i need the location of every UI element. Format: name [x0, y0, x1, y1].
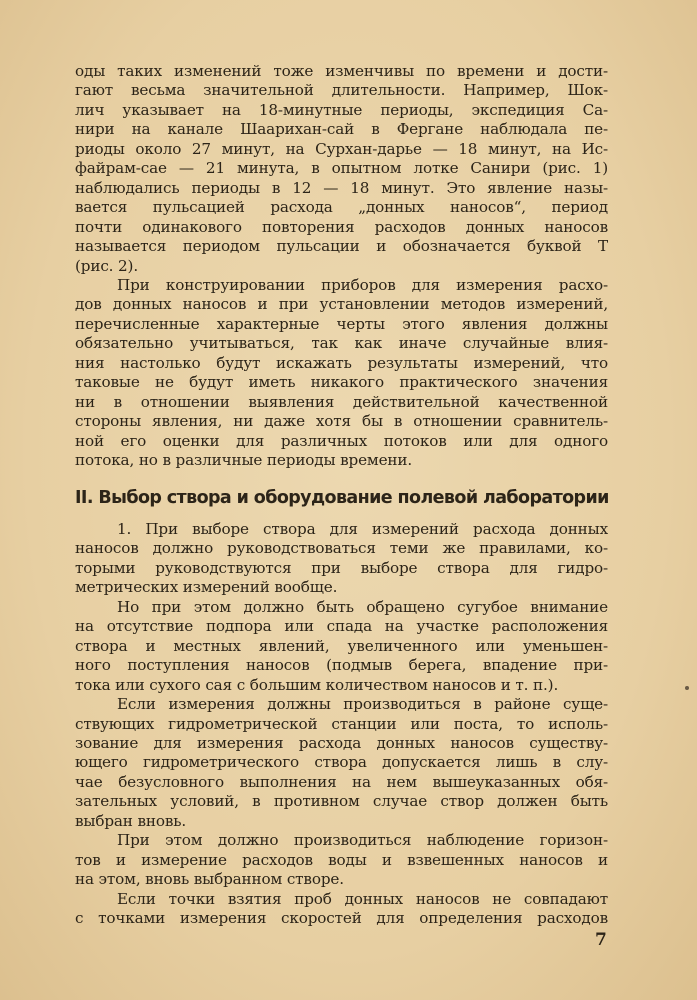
- text-line: наносов должно руководствоваться теми же правилами, ко-: [75, 539, 608, 558]
- text-line: ствующих гидрометрической станции или поста, то исполь-: [75, 714, 608, 733]
- text-line: метрических измерений вообще.: [75, 578, 338, 597]
- paragraph-sampling-points: [75, 890, 608, 929]
- text-line: зательных условий, в противном случае створ должен быть: [75, 792, 608, 811]
- text-line: зование для измерения расхода донных наносов существу-: [75, 733, 608, 752]
- paragraph-existing-station: [75, 695, 608, 831]
- text-line: таковые не будут иметь никакого практического значения: [75, 373, 608, 392]
- text-line: тока или сухого сая с большим количеством наносов и т. п.).: [75, 675, 559, 694]
- text-line: на отсутствие подпора или спада на участке расположения: [75, 617, 608, 636]
- text-column-top: [75, 62, 608, 471]
- text-line: обязательно учитываться, так как иначе случайные влия-: [75, 334, 608, 353]
- page-number: 7: [595, 930, 607, 950]
- text-line: ни в отношении выявления действительной качественной: [75, 392, 608, 411]
- text-line: Если измерения должны производиться в районе суще-: [117, 695, 608, 714]
- text-line: дов донных наносов и при установлении методов измерений,: [75, 295, 608, 314]
- text-line: с точками измерения скоростей для определения расходов: [75, 909, 608, 928]
- text-line: выбран вновь.: [75, 811, 187, 830]
- text-line: нири на канале Шаарихан-сай в Фергане наблюдала пе-: [75, 120, 608, 139]
- text-line: почти одинакового повторения расходов донных наносов: [75, 217, 608, 236]
- text-line: ного поступления наносов (подмыв берега, впадение при-: [75, 656, 608, 675]
- text-line: ющего гидрометрического створа допускается лишь в слу-: [75, 753, 608, 772]
- text-line: ния настолько будут искажать результаты измерений, что: [75, 353, 608, 372]
- text-line: вается пульсацией расхода „донных наносов“, период: [75, 198, 608, 217]
- text-line: наблюдались периоды в 12 — 18 минут. Это явление назы-: [75, 178, 608, 197]
- text-line: лич указывает на 18-минутные периоды, экспедиция Са-: [75, 100, 608, 119]
- paper-speck: [685, 686, 689, 690]
- paragraph-pulsation: [75, 62, 608, 276]
- text-line: чае безусловного выполнения на нем вышеуказанных обя-: [75, 772, 608, 791]
- paragraph-observation: [75, 831, 608, 889]
- text-column-bottom: [75, 520, 608, 929]
- text-line: файрам-сае — 21 минута, в опытном лотке Санири (рис. 1): [75, 159, 608, 178]
- text-line: торыми руководствуются при выборе створа для гидро-: [75, 558, 608, 577]
- section-heading: II. Выбор створа и оборудование полевой лаборатории: [75, 488, 609, 508]
- text-line: тов и измерение расходов воды и взвешенных наносов и: [75, 850, 608, 869]
- text-line: гают весьма значительной длительности. Например, Шок-: [75, 81, 608, 100]
- text-line: (рис. 2).: [75, 256, 138, 275]
- text-line: Но при этом должно быть обращено сугубое внимание: [117, 597, 608, 616]
- text-line: При конструировании приборов для измерения расхо-: [117, 275, 608, 294]
- text-line: 1. При выборе створа для измерений расхода донных: [117, 520, 608, 538]
- text-line: оды таких изменений тоже изменчивы по времени и дости-: [75, 62, 608, 80]
- text-line: называется периодом пульсации и обозначается буквой Т: [75, 237, 608, 256]
- text-line: стороны явления, ни даже хотя бы в отношении сравнитель-: [75, 412, 608, 431]
- paragraph-instruments: [75, 276, 608, 471]
- text-line: перечисленные характерные черты этого явления должны: [75, 314, 608, 333]
- paragraph-backwater: [75, 598, 608, 695]
- paragraph-site-selection: [75, 520, 608, 598]
- text-line: ной его оценки для различных потоков или для одного: [75, 431, 608, 450]
- text-line: на этом, вновь выбранном створе.: [75, 870, 344, 889]
- text-line: При этом должно производиться наблюдение горизон-: [117, 831, 608, 850]
- text-line: потока, но в различные периоды времени.: [75, 451, 413, 470]
- text-line: створа и местных явлений, увеличенного или уменьшен-: [75, 636, 608, 655]
- text-line: риоды около 27 минут, на Сурхан-дарье — 18 минут, на Ис-: [75, 139, 608, 158]
- text-line: Если точки взятия проб донных наносов не совпадают: [117, 889, 608, 908]
